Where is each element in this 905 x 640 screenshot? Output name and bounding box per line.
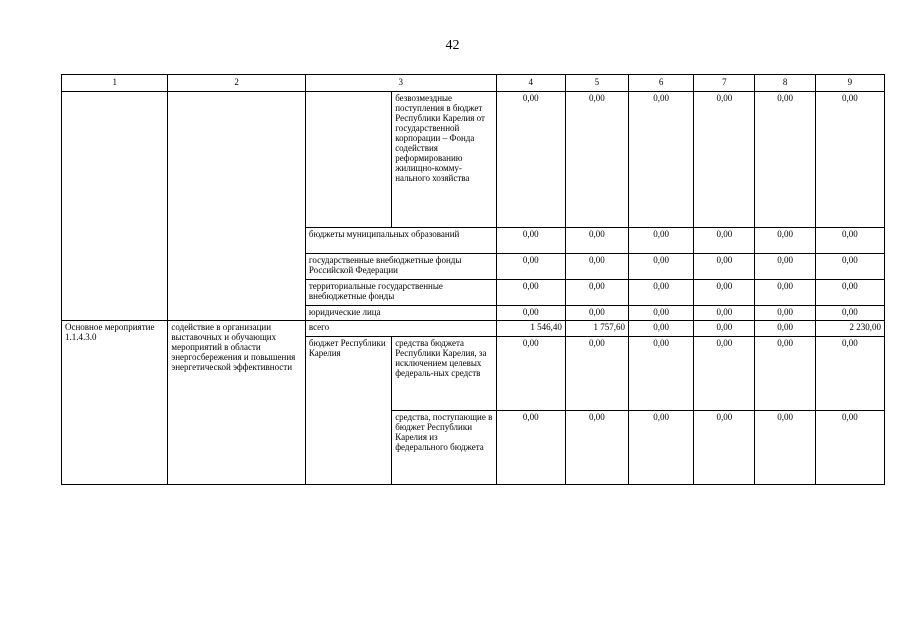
value-cell: 0,00 (755, 306, 815, 321)
header-row (62, 75, 885, 92)
header-cell: 1 (62, 75, 168, 92)
value-cell: 0,00 (815, 411, 884, 485)
value-cell: 0,00 (694, 92, 755, 228)
cell-empty (305, 92, 391, 228)
value-cell: 0,00 (694, 228, 755, 254)
value-cell: 0,00 (755, 411, 815, 485)
table-row (62, 321, 885, 337)
value-cell: 0,00 (694, 337, 755, 411)
row-label: средства бюджета Республики Карелия, за исключением целевых федераль-ных средств (392, 337, 496, 411)
value-cell: 0,00 (815, 306, 884, 321)
value-cell: 0,00 (496, 228, 565, 254)
value-cell: 0,00 (815, 337, 884, 411)
header-cell: 9 (815, 75, 884, 92)
page-number: 42 (445, 38, 460, 53)
value-cell: 0,00 (629, 306, 694, 321)
value-cell: 0,00 (629, 321, 694, 337)
table-row (62, 92, 885, 228)
value-cell: 0,00 (694, 321, 755, 337)
row-label: бюджеты муниципальных образований (305, 228, 496, 254)
row-label: всего (305, 321, 496, 337)
value-cell: 0,00 (694, 411, 755, 485)
header-cell: 2 (168, 75, 306, 92)
row-label: государственные внебюджетные фонды Российской Федерации (305, 254, 496, 280)
header-cell: 5 (565, 75, 628, 92)
row-label: средства, поступающие в бюджет Республики Карелия из федерального бюджета (392, 411, 496, 485)
value-cell: 0,00 (755, 254, 815, 280)
cell-empty (62, 92, 168, 321)
value-cell: 0,00 (565, 337, 628, 411)
value-cell: 0,00 (694, 280, 755, 306)
row-label: юридические лица (305, 306, 496, 321)
header-cell: 8 (755, 75, 815, 92)
value-cell: 0,00 (815, 92, 884, 228)
value-cell: 0,00 (629, 337, 694, 411)
value-cell: 0,00 (815, 254, 884, 280)
header-cell: 7 (694, 75, 755, 92)
value-cell: 0,00 (629, 92, 694, 228)
value-cell: 0,00 (629, 254, 694, 280)
value-cell: 0,00 (629, 280, 694, 306)
budget-table (61, 74, 885, 485)
value-cell: 0,00 (755, 228, 815, 254)
header-cell: 6 (629, 75, 694, 92)
value-cell: 0,00 (755, 321, 815, 337)
value-cell: 0,00 (629, 228, 694, 254)
budget-label: бюджет Республики Карелия (305, 337, 391, 485)
value-cell: 0,00 (755, 92, 815, 228)
header-cell: 3 (305, 75, 496, 92)
value-cell: 0,00 (565, 306, 628, 321)
row-label: территориальные государственные внебюджетные фонды (305, 280, 496, 306)
value-cell: 0,00 (694, 306, 755, 321)
value-cell: 0,00 (815, 280, 884, 306)
value-cell: 0,00 (496, 92, 565, 228)
value-cell: 0,00 (815, 228, 884, 254)
value-cell: 0,00 (755, 337, 815, 411)
value-cell: 0,00 (496, 411, 565, 485)
value-cell: 0,00 (496, 337, 565, 411)
value-cell: 0,00 (755, 280, 815, 306)
value-cell: 0,00 (496, 306, 565, 321)
value-cell: 0,00 (565, 228, 628, 254)
value-cell: 0,00 (496, 280, 565, 306)
event-name: Основное мероприятие 1.1.4.3.0 (62, 321, 168, 485)
event-description: содействие в организации выставочных и обучающих мероприятий в области энергосбережения и повышения энергетической эффективности (168, 321, 306, 485)
value-cell: 1 757,60 (565, 321, 628, 337)
header-cell: 4 (496, 75, 565, 92)
value-cell: 0,00 (565, 254, 628, 280)
value-cell: 0,00 (565, 411, 628, 485)
value-cell: 0,00 (629, 411, 694, 485)
row-label: безвозмездные поступления в бюджет Республики Карелия от государственной корпорации – Фонда содействия реформированию жилищно-комму-нального хозяйства (392, 92, 496, 228)
value-cell: 0,00 (565, 280, 628, 306)
value-cell: 1 546,40 (496, 321, 565, 337)
cell-empty (168, 92, 306, 321)
value-cell: 0,00 (496, 254, 565, 280)
value-cell: 2 230,00 (815, 321, 884, 337)
value-cell: 0,00 (565, 92, 628, 228)
value-cell: 0,00 (694, 254, 755, 280)
